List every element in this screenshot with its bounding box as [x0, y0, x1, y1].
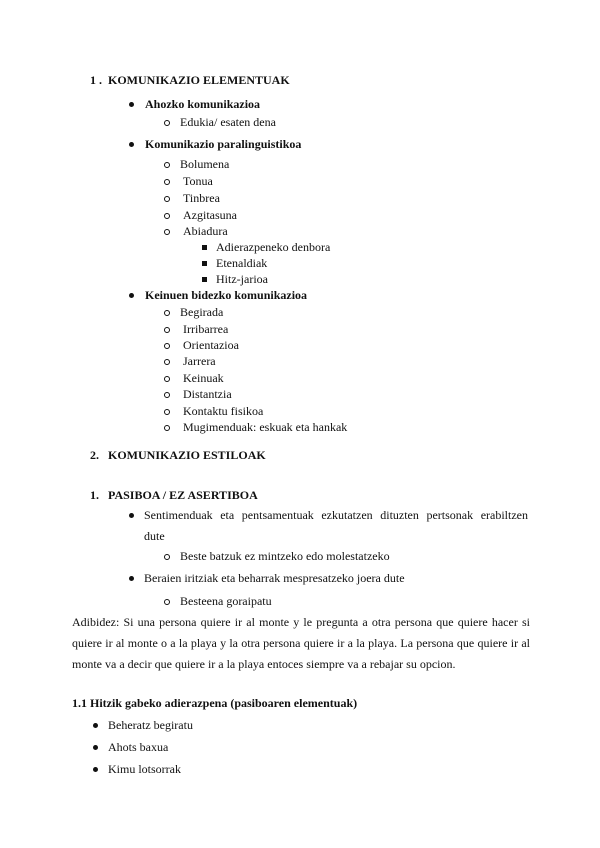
- list-item: Azgitasuna: [183, 208, 237, 222]
- bullet-circle-icon: [164, 162, 170, 168]
- bullet-dot-icon: [93, 745, 98, 750]
- bullet-dot-icon: [129, 576, 134, 581]
- list-item: Jarrera: [183, 354, 216, 368]
- sub-list-item: Etenaldiak: [216, 256, 268, 270]
- bullet-square-icon: [202, 245, 207, 250]
- group-title: Ahozko komunikazioa: [145, 97, 261, 111]
- example-paragraph: Adibidez: Si una persona quiere ir al monte y le pregunta a otra persona que quiere hacer si quiere ir al monte o a la playa y la otra persona quiere ir a la playa. La persona que quiere ir al monte va a decir que quiere ir a la playa entoces siempre va a rebajar su opcion.: [72, 615, 530, 671]
- bullet-circle-icon: [164, 120, 170, 126]
- list-item: Mugimenduak: eskuak eta hankak: [183, 420, 348, 434]
- bullet-dot-icon: [129, 142, 134, 147]
- bullet-circle-icon: [164, 310, 170, 316]
- bullet-dot-icon: [93, 767, 98, 772]
- bullet-circle-icon: [164, 213, 170, 219]
- list-item: Ahots baxua: [108, 740, 169, 754]
- list-item: Beheratz begiratu: [108, 718, 193, 732]
- section-1-number: 1 .: [90, 73, 102, 87]
- section-2-title: KOMUNIKAZIO ESTILOAK: [108, 448, 266, 462]
- bullet-text-line: Sentimenduak eta pentsamentuak ezkutatzen dituzten pertsonak erabiltzen: [144, 508, 528, 522]
- list-item: Bolumena: [180, 157, 230, 171]
- group-title: Komunikazio paralinguistikoa: [145, 137, 302, 151]
- list-item: Abiadura: [183, 224, 228, 238]
- bullet-circle-icon: [164, 599, 170, 605]
- list-item: Orientazioa: [183, 338, 239, 352]
- subsection-1-title: PASIBOA / EZ ASERTIBOA: [108, 488, 258, 502]
- subsection-1-1-title: 1.1 Hitzik gabeko adierazpena (pasiboaren elementuak): [72, 696, 358, 710]
- bullet-text-line: dute: [144, 529, 165, 543]
- section-1-title: KOMUNIKAZIO ELEMENTUAK: [108, 73, 290, 87]
- list-item: Besteena goraipatu: [180, 594, 272, 608]
- bullet-circle-icon: [164, 392, 170, 398]
- sub-list-item: Hitz-jarioa: [216, 272, 268, 286]
- bullet-circle-icon: [164, 196, 170, 202]
- bullet-dot-icon: [93, 723, 98, 728]
- group-title: Keinuen bidezko komunikazioa: [145, 288, 308, 302]
- subsection-1-number: 1.: [90, 488, 99, 502]
- bullet-circle-icon: [164, 425, 170, 431]
- section-2-number: 2.: [90, 448, 99, 462]
- list-item: Distantzia: [183, 387, 232, 401]
- bullet-dot-icon: [129, 102, 134, 107]
- bullet-text-line: Beraien iritziak eta beharrak mespresatzeko joera dute: [144, 571, 405, 585]
- list-item: Kimu lotsorrak: [108, 762, 181, 776]
- list-item: Edukia/ esaten dena: [180, 115, 276, 129]
- sub-list-item: Adierazpeneko denbora: [216, 240, 331, 254]
- bullet-circle-icon: [164, 179, 170, 185]
- bullet-dot-icon: [129, 513, 134, 518]
- bullet-circle-icon: [164, 359, 170, 365]
- bullet-circle-icon: [164, 554, 170, 560]
- bullet-circle-icon: [164, 376, 170, 382]
- list-item: Tonua: [183, 174, 213, 188]
- bullet-circle-icon: [164, 409, 170, 415]
- list-item: Keinuak: [183, 371, 224, 385]
- list-item: Irribarrea: [183, 322, 229, 336]
- bullet-circle-icon: [164, 343, 170, 349]
- list-item: Tinbrea: [183, 191, 220, 205]
- list-item: Beste batzuk ez mintzeko edo molestatzeko: [180, 549, 390, 563]
- list-item: Kontaktu fisikoa: [183, 404, 264, 418]
- bullet-square-icon: [202, 261, 207, 266]
- bullet-square-icon: [202, 277, 207, 282]
- list-item: Begirada: [180, 305, 224, 319]
- bullet-dot-icon: [129, 293, 134, 298]
- bullet-circle-icon: [164, 327, 170, 333]
- bullet-circle-icon: [164, 229, 170, 235]
